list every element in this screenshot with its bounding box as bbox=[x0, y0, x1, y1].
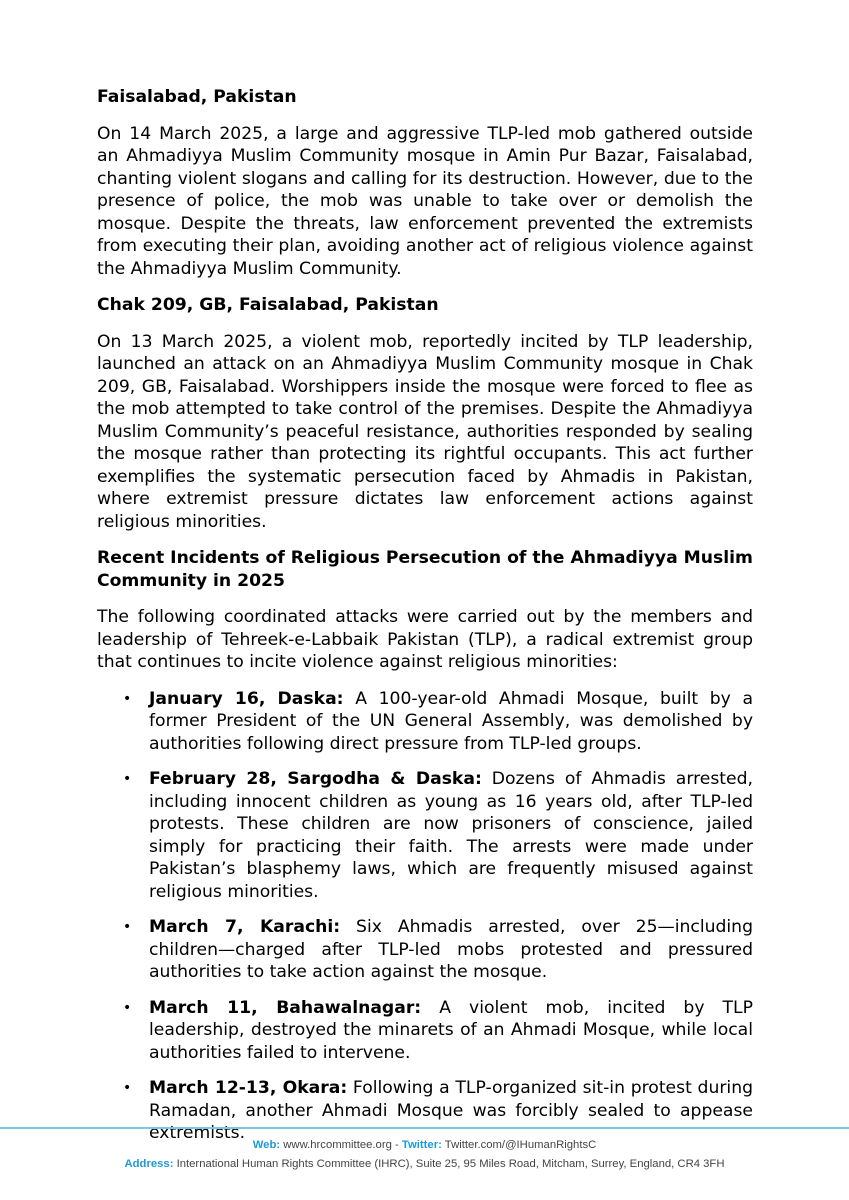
footer-address-label: Address: bbox=[124, 1158, 174, 1170]
incident-text: Dozens of Ahmadis arrested, including innocent children as young as 16 years old, after TLP-led protests. These children are now prisoners of conscience, jailed simply for practicing their faith. The arrests were made under Pakistan’s blasphemy laws, which are frequently misused against religious minorities. bbox=[149, 769, 753, 902]
list-item bbox=[97, 688, 753, 756]
footer-web-label: Web: bbox=[252, 1139, 281, 1151]
section-heading: Recent Incidents of Religious Persecution of the Ahmadiyya Muslim Community in 2025 bbox=[97, 548, 753, 591]
footer-contact-line bbox=[0, 1136, 849, 1155]
incident-label: March 11, Bahawalnagar: bbox=[149, 997, 422, 1018]
incident-label: March 7, Karachi: bbox=[149, 917, 341, 937]
footer-divider bbox=[0, 1127, 849, 1129]
section-paragraph: The following coordinated attacks were carried out by the members and leadership of Tehreek-e-Labbaik Pakistan (TLP), a radical extremist group that continues to incite violence against religious minorities: bbox=[97, 607, 753, 672]
incident-text: A violent mob, incited by TLP leadership, destroyed the minarets of an Ahmadi Mosque, while local authorities failed to intervene. bbox=[149, 997, 753, 1063]
section-recent-incidents bbox=[97, 547, 753, 1145]
section-paragraph: On 13 March 2025, a violent mob, reportedly incited by TLP leadership, launched an attack on an Ahmadiyya Muslim Community mosque in Chak 209, GB, Faisalabad. Worshippers inside the mosque were forced to flee as the mob attempted to take control of the premises. Despite the Ahmadiyya Muslim Community’s peaceful resistance, authorities responded by sealing the mosque rather than protecting its rightful occupants. This act further exemplifies the systematic persecution faced by Ahmadis in Pakistan, where extremist pressure dictates law enforcement actions against religious minorities. bbox=[97, 331, 753, 532]
list-item bbox=[97, 1077, 753, 1145]
incident-text: Six Ahmadis arrested, over 25—including children—charged after TLP-led mobs protested and pressured authorities to take action against the mosque. bbox=[149, 917, 753, 982]
section-heading: Faisalabad, Pakistan bbox=[97, 87, 297, 107]
section-chak-209 bbox=[97, 294, 753, 533]
incident-list bbox=[97, 688, 753, 1145]
section-heading: Chak 209, GB, Faisalabad, Pakistan bbox=[97, 295, 439, 315]
section-paragraph: On 14 March 2025, a large and aggressive TLP-led mob gathered outside an Ahmadiyya Muslim Community mosque in Amin Pur Bazar, Faisalabad, chanting violent slogans and calling for its destruction. However, due to the presence of police, the mob was unable to take over or demolish the mosque. Despite the threats, law enforcement prevented the extremists from executing their plan, avoiding another act of religious violence against the Ahmadiyya Muslim Community. bbox=[97, 123, 753, 279]
incident-label: March 12-13, Okara: bbox=[149, 1078, 348, 1098]
footer-address-text: International Human Rights Committee (IHRC), Suite 25, 95 Miles Road, Mitcham, Surrey, England, CR4 3FH bbox=[173, 1158, 725, 1170]
incident-label: January 16, Daska: bbox=[149, 688, 344, 709]
list-item bbox=[97, 997, 753, 1065]
incident-text: A 100-year-old Ahmadi Mosque, built by a former President of the UN General Assembly, was demolished by authorities following direct pressure from TLP-led groups. bbox=[149, 688, 754, 754]
list-item bbox=[97, 768, 753, 903]
footer-address-line bbox=[0, 1155, 849, 1174]
page-footer bbox=[0, 1136, 849, 1174]
list-item bbox=[97, 916, 753, 984]
document-body bbox=[97, 86, 753, 1158]
footer-twitter-link[interactable]: Twitter.com/@IHumanRightsC bbox=[441, 1139, 597, 1151]
incident-label: February 28, Sargodha & Daska: bbox=[149, 769, 482, 789]
footer-twitter-label: Twitter: bbox=[401, 1139, 442, 1151]
section-faisalabad bbox=[97, 86, 753, 280]
incident-text: Following a TLP-organized sit-in protest during Ramadan, another Ahmadi Mosque was forcibly sealed to appease extremists. bbox=[149, 1078, 753, 1143]
footer-web-link[interactable]: www.hrcommittee.org - bbox=[280, 1139, 402, 1151]
